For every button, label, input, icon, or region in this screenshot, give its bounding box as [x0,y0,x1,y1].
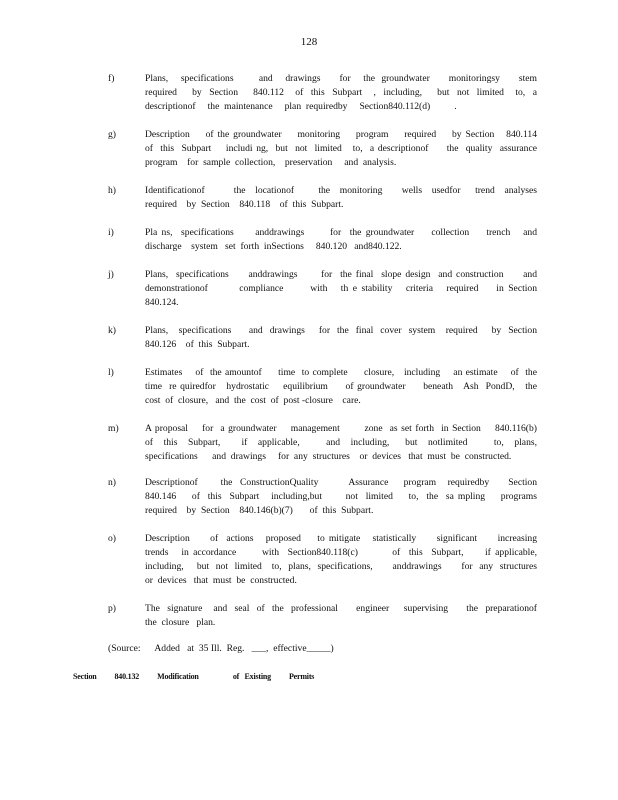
text-line: required by Section 840.118 of this Subpart. [145,199,344,210]
text-line: Plans, specifications anddrawings for the final slope design and construction and [145,269,537,280]
text-line: 840.126 of this Subpart. [145,339,250,350]
list-item-letter: p) [108,603,116,614]
list-item-text [145,226,537,254]
list-item-letter: k) [108,325,116,336]
text-line: Descriptionof the ConstructionQuality Assurance program requiredby Section [145,477,537,488]
text-line: program for sample collection, preservation and analysis. [145,157,397,168]
text-line: cost of closure, and the cost of post -closure care. [145,395,361,406]
list-item-text [145,422,537,464]
text-line: Estimates of the amountof time to complete closure, including an estimate of the [145,367,537,378]
list-item-letter: i) [108,227,114,238]
text-line: time re quiredfor hydrostatic equilibrium of groundwater beneath Ash PondD, the [145,381,537,392]
text-line: or devices that must be constructed. [145,575,297,586]
text-line: of this Subpart, if applicable, and including, but notlimited to, plans, [145,437,537,448]
list-item-letter: m) [108,423,119,434]
list-item-text [145,532,537,588]
list-item-letter: n) [108,477,116,488]
text-line: of this Subpart includi ng, but not limited to, a descriptionof the quality assurance [145,143,537,154]
text-line: Plans, specifications and drawings for the groundwater monitoringsy stem [145,73,537,84]
list-item-text [145,72,537,114]
page-number: 128 [300,36,318,48]
text-line: the closure plan. [145,617,216,628]
list-item-letter: g) [108,129,116,140]
text-line: descriptionof the maintenance plan requiredby Section840.112(d) . [145,101,457,112]
source-note: (Source: Added at 35 Ill. Reg. ___, effective_____) [108,643,334,654]
text-line: Plans, specifications and drawings for the final cover system required by Section [145,325,537,336]
list-item-text [145,476,537,518]
list-item-letter: h) [108,185,116,196]
text-line: Description of actions proposed to mitigate statistically significant increasing [145,533,537,544]
text-line: specifications and drawings for any structures or devices that must be constructed. [145,451,512,462]
list-item-text [145,268,537,310]
list-item-letter: l) [108,367,114,378]
list-item-text [145,128,537,170]
list-item-letter: f) [108,73,115,84]
list-item-letter: o) [108,533,116,544]
text-line: The signature and seal of the professional engineer supervising the preparationof [145,603,537,614]
list-item-text [145,184,537,212]
text-line: Pla ns, specifications anddrawings for the groundwater collection trench and [145,227,537,238]
list-item-text [145,602,537,630]
text-line: discharge system set forth inSections 840.120 and840.122. [145,241,402,252]
list-item-text [145,366,537,408]
list-item-text [145,324,537,352]
text-line: required by Section 840.146(b)(7) of this Subpart. [145,505,374,516]
text-line: including, but not limited to, plans, specifications, anddrawings for any structures [145,561,537,572]
text-line: trends in accordance with Section840.118(c) of this Subpart, if applicable, [145,547,537,558]
text-line: demonstrationof compliance with th e stability criteria required in Section [145,283,537,294]
text-line: Description of the groundwater monitoring program required by Section 840.114 [145,129,537,140]
text-line: A proposal for a groundwater management zone as set forth in Section 840.116(b) [145,423,537,434]
section-heading: Section 840.132 Modification of Existing Permits [73,672,315,681]
text-line: 840.124. [145,297,179,308]
text-line: 840.146 of this Subpart including,but not limited to, the sa mpling programs [145,491,537,502]
list-item-letter: j) [108,269,114,280]
text-line: required by Section 840.112 of this Subpart , including, but not limited to, a [145,87,537,98]
text-line: Identificationof the locationof the monitoring wells usedfor trend analyses [145,185,537,196]
